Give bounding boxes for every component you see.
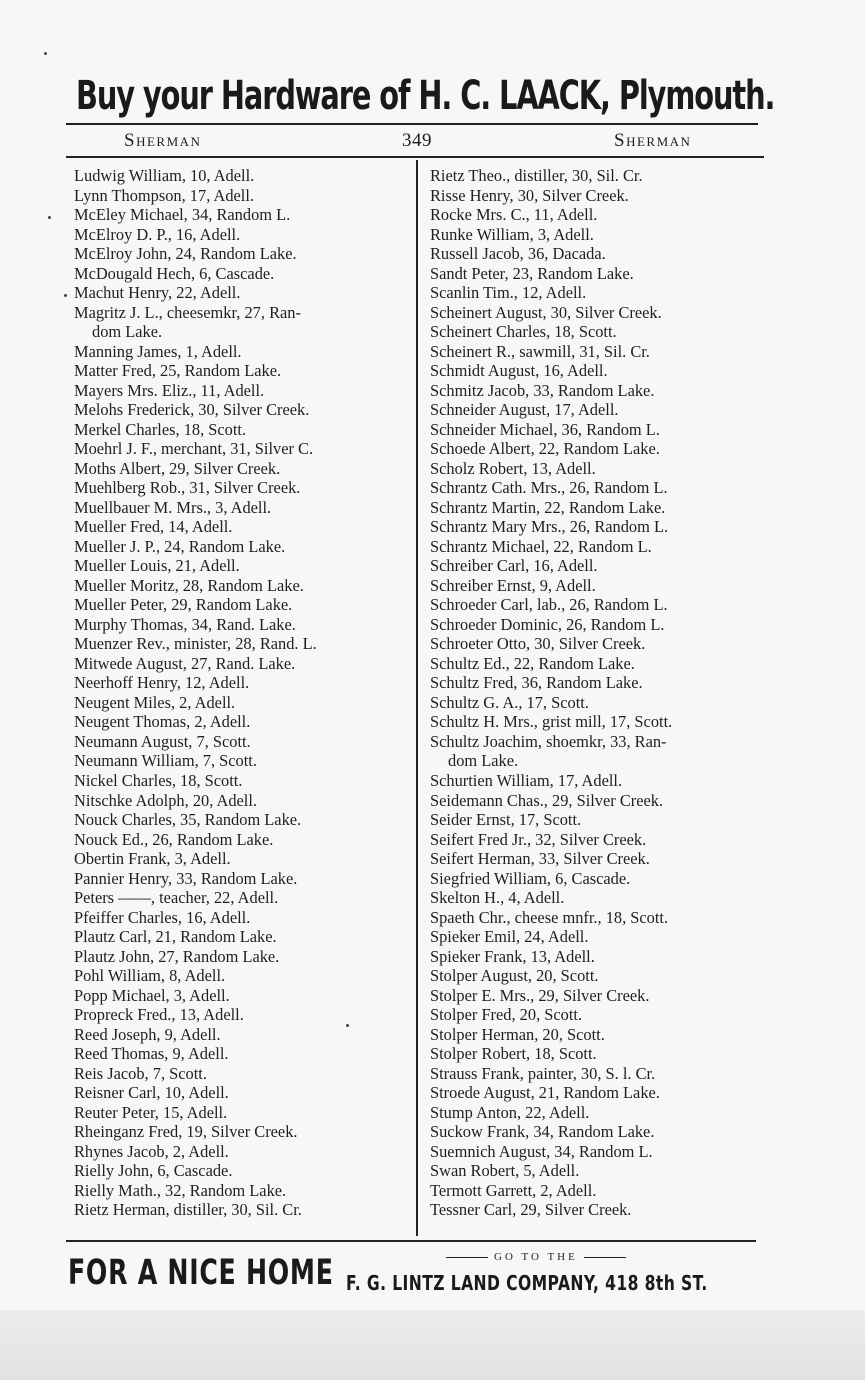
left-column-entry: Muenzer Rev., minister, 28, Rand. L. (74, 634, 317, 654)
left-column-entry: Propreck Fred., 13, Adell. (74, 1005, 244, 1025)
left-column-entry: Mueller Moritz, 28, Random Lake. (74, 575, 304, 595)
right-column-entry: Schrantz Michael, 22, Random L. (430, 536, 652, 556)
left-column-entry: Reed Thomas, 9, Adell. (74, 1044, 229, 1064)
right-column-entry: Schneider Michael, 36, Random L. (430, 419, 660, 439)
right-column-entry: Scheinert August, 30, Silver Creek. (430, 302, 662, 322)
print-speck (346, 1024, 349, 1027)
right-column-entry: Schoede Albert, 22, Random Lake. (430, 439, 660, 459)
footer-ad-company: F. G. LINTZ LAND COMPANY, 418 8th ST. (346, 1271, 708, 1295)
right-column-entry: Suckow Frank, 34, Random Lake. (430, 1122, 655, 1142)
left-column-entry: Neumann August, 7, Scott. (74, 731, 251, 751)
right-column-entry: Termott Garrett, 2, Adell. (430, 1180, 597, 1200)
left-column-entry: Neumann William, 7, Scott. (74, 751, 257, 771)
left-column-entry: Mueller Fred, 14, Adell. (74, 517, 233, 537)
right-column-entry: Sandt Peter, 23, Random Lake. (430, 263, 634, 283)
right-column-entry: Risse Henry, 30, Silver Creek. (430, 185, 629, 205)
left-column-entry: Obertin Frank, 3, Adell. (74, 849, 231, 869)
right-column-entry: Scheinert Charles, 18, Scott. (430, 322, 617, 342)
left-column-entry: Rietz Herman, distiller, 30, Sil. Cr. (74, 1200, 302, 1220)
print-speck (48, 216, 51, 219)
left-column-entry: Magritz J. L., cheesemkr, 27, Ran- (74, 302, 301, 322)
footer-rule (66, 1240, 756, 1242)
left-column-entry: Pannier Henry, 33, Random Lake. (74, 868, 298, 888)
right-column-entry: Scholz Robert, 13, Adell. (430, 458, 596, 478)
right-column-entry: Seifert Herman, 33, Silver Creek. (430, 849, 650, 869)
right-column-entry: Schreiber Carl, 16, Adell. (430, 556, 598, 576)
left-column-entry: Rielly John, 6, Cascade. (74, 1161, 233, 1181)
dash-decoration (446, 1257, 488, 1258)
right-column-entry: Stolper Herman, 20, Scott. (430, 1024, 605, 1044)
left-column-entry: Mueller J. P., 24, Random Lake. (74, 536, 286, 556)
footer-advertisement (68, 1248, 768, 1298)
footer-ad-go-to (440, 1248, 632, 1266)
left-column-entry: Muellbauer M. Mrs., 3, Adell. (74, 497, 272, 517)
left-column-entry: Merkel Charles, 18, Scott. (74, 419, 247, 439)
right-column-entry: Schrantz Mary Mrs., 26, Random L. (430, 517, 669, 537)
left-column-entry: Neugent Miles, 2, Adell. (74, 692, 236, 712)
left-column-entry: Murphy Thomas, 34, Rand. Lake. (74, 614, 296, 634)
right-column-entry: Schrantz Martin, 22, Random Lake. (430, 497, 666, 517)
right-column-entry: Seifert Fred Jr., 32, Silver Creek. (430, 829, 647, 849)
left-column-entry: Pfeiffer Charles, 16, Adell. (74, 907, 251, 927)
right-column-entry: Stolper E. Mrs., 29, Silver Creek. (430, 985, 650, 1005)
right-column-entry: Tessner Carl, 29, Silver Creek. (430, 1200, 632, 1220)
left-column-entry: Rheinganz Fred, 19, Silver Creek. (74, 1122, 298, 1142)
left-column-entry: Moths Albert, 29, Silver Creek. (74, 458, 281, 478)
left-column-entry: Moehrl J. F., merchant, 31, Silver C. (74, 439, 314, 459)
left-column-entry: McElroy D. P., 16, Adell. (74, 224, 241, 244)
right-column-list (430, 166, 770, 1220)
left-column-entry: Machut Henry, 22, Adell. (74, 283, 241, 303)
header-advertisement: Buy your Hardware of H. C. LAACK, Plymouth. (76, 73, 775, 119)
left-column-entry: Neerhoff Henry, 12, Adell. (74, 673, 250, 693)
running-head-rule (66, 156, 764, 158)
left-column-entry: McEley Michael, 34, Random L. (74, 205, 291, 225)
right-column-entry: Strauss Frank, painter, 30, S. l. Cr. (430, 1063, 656, 1083)
left-column-entry: Plautz Carl, 21, Random Lake. (74, 927, 277, 947)
running-head-left: Sherman (124, 130, 202, 151)
right-column-entry: Stolper Robert, 18, Scott. (430, 1044, 597, 1064)
right-column-entry: Seidemann Chas., 29, Silver Creek. (430, 790, 664, 810)
left-column-entry: Matter Fred, 25, Random Lake. (74, 361, 282, 381)
right-column-entry: Siegfried William, 6, Cascade. (430, 868, 631, 888)
column-divider (416, 160, 418, 1236)
left-column-entry: Reisner Carl, 10, Adell. (74, 1083, 229, 1103)
left-column-entry: Popp Michael, 3, Adell. (74, 985, 230, 1005)
right-column-entry: Skelton H., 4, Adell. (430, 888, 565, 908)
left-column-entry: Reed Joseph, 9, Adell. (74, 1024, 221, 1044)
right-column-entry: Stroede August, 21, Random Lake. (430, 1083, 660, 1103)
right-column-entry: Suemnich August, 34, Random L. (430, 1141, 653, 1161)
right-column-entry: Schrantz Cath. Mrs., 26, Random L. (430, 478, 668, 498)
left-column-entry: Muehlberg Rob., 31, Silver Creek. (74, 478, 301, 498)
right-column-entry: Stolper Fred, 20, Scott. (430, 1005, 583, 1025)
page-number: 349 (402, 130, 432, 151)
right-column-entry: Runke William, 3, Adell. (430, 224, 594, 244)
left-column-entry: McElroy John, 24, Random Lake. (74, 244, 297, 264)
right-column-entry: Schultz H. Mrs., grist mill, 17, Scott. (430, 712, 673, 732)
right-column-entry: Spieker Frank, 13, Adell. (430, 946, 595, 966)
left-column-entry: Nickel Charles, 18, Scott. (74, 770, 243, 790)
right-column-entry: Stolper August, 20, Scott. (430, 966, 599, 986)
left-column-entry: Mitwede August, 27, Rand. Lake. (74, 653, 296, 673)
right-column-entry: Schreiber Ernst, 9, Adell. (430, 575, 596, 595)
left-column-entry: Melohs Frederick, 30, Silver Creek. (74, 400, 310, 420)
left-column-entry: McDougald Hech, 6, Cascade. (74, 263, 275, 283)
left-column-entry: Manning James, 1, Adell. (74, 341, 242, 361)
print-speck (44, 52, 47, 55)
right-column-entry: Schurtien William, 17, Adell. (430, 770, 623, 790)
left-column-entry: Reuter Peter, 15, Adell. (74, 1102, 228, 1122)
left-column-entry: Nouck Ed., 26, Random Lake. (74, 829, 274, 849)
left-column-entry: Lynn Thompson, 17, Adell. (74, 185, 254, 205)
right-column-entry: Schultz Ed., 22, Random Lake. (430, 653, 635, 673)
right-column-entry: Russell Jacob, 36, Dacada. (430, 244, 606, 264)
left-column-entry: Neugent Thomas, 2, Adell. (74, 712, 251, 732)
running-head-right: Sherman (614, 130, 692, 151)
left-column-entry: Ludwig William, 10, Adell. (74, 166, 255, 185)
left-column-entry: Nouck Charles, 35, Random Lake. (74, 810, 302, 830)
right-column-entry: Schmitz Jacob, 33, Random Lake. (430, 380, 655, 400)
left-column-entry: Peters ——, teacher, 22, Adell. (74, 888, 279, 908)
footer-ad-headline: FOR A NICE HOME (68, 1253, 334, 1293)
right-column-entry: Seider Ernst, 17, Scott. (430, 810, 582, 830)
right-column-entry: Scanlin Tim., 12, Adell. (430, 283, 587, 303)
right-column-entry: Schultz Fred, 36, Random Lake. (430, 673, 643, 693)
right-column-entry: Schroeter Otto, 30, Silver Creek. (430, 634, 646, 654)
left-column-entry: Mueller Louis, 21, Adell. (74, 556, 240, 576)
left-column-entry: Nitschke Adolph, 20, Adell. (74, 790, 258, 810)
left-column-entry: Mueller Peter, 29, Random Lake. (74, 595, 293, 615)
left-column-entry: Reis Jacob, 7, Scott. (74, 1063, 207, 1083)
right-column-entry: Scheinert R., sawmill, 31, Sil. Cr. (430, 341, 650, 361)
right-column-entry: Schneider August, 17, Adell. (430, 400, 619, 420)
left-column-entry: Plautz John, 27, Random Lake. (74, 946, 280, 966)
right-column-entry: Schultz G. A., 17, Scott. (430, 692, 589, 712)
print-speck (64, 294, 67, 297)
footer-ad-go-to-text: GO TO THE (494, 1251, 578, 1263)
left-column-entry: Pohl William, 8, Adell. (74, 966, 226, 986)
left-column-entry: dom Lake. (92, 322, 163, 342)
right-column-entry: Schroeder Carl, lab., 26, Random L. (430, 595, 668, 615)
right-column-entry: Schroeder Dominic, 26, Random L. (430, 614, 665, 634)
right-column-entry: dom Lake. (448, 751, 519, 771)
right-column-entry: Schmidt August, 16, Adell. (430, 361, 608, 381)
dash-decoration (584, 1257, 626, 1258)
right-column-entry: Spieker Emil, 24, Adell. (430, 927, 589, 947)
left-column-entry: Rhynes Jacob, 2, Adell. (74, 1141, 229, 1161)
right-column-entry: Spaeth Chr., cheese mnfr., 18, Scott. (430, 907, 669, 927)
header-rule (66, 123, 758, 125)
right-column-entry: Schultz Joachim, shoemkr, 33, Ran- (430, 731, 667, 751)
right-column-entry: Rocke Mrs. C., 11, Adell. (430, 205, 598, 225)
left-column-entry: Rielly Math., 32, Random Lake. (74, 1180, 287, 1200)
right-column-entry: Rietz Theo., distiller, 30, Sil. Cr. (430, 166, 643, 185)
left-column-list (74, 166, 414, 1220)
left-column-entry: Mayers Mrs. Eliz., 11, Adell. (74, 380, 265, 400)
right-column-entry: Stump Anton, 22, Adell. (430, 1102, 590, 1122)
right-column-entry: Swan Robert, 5, Adell. (430, 1161, 580, 1181)
